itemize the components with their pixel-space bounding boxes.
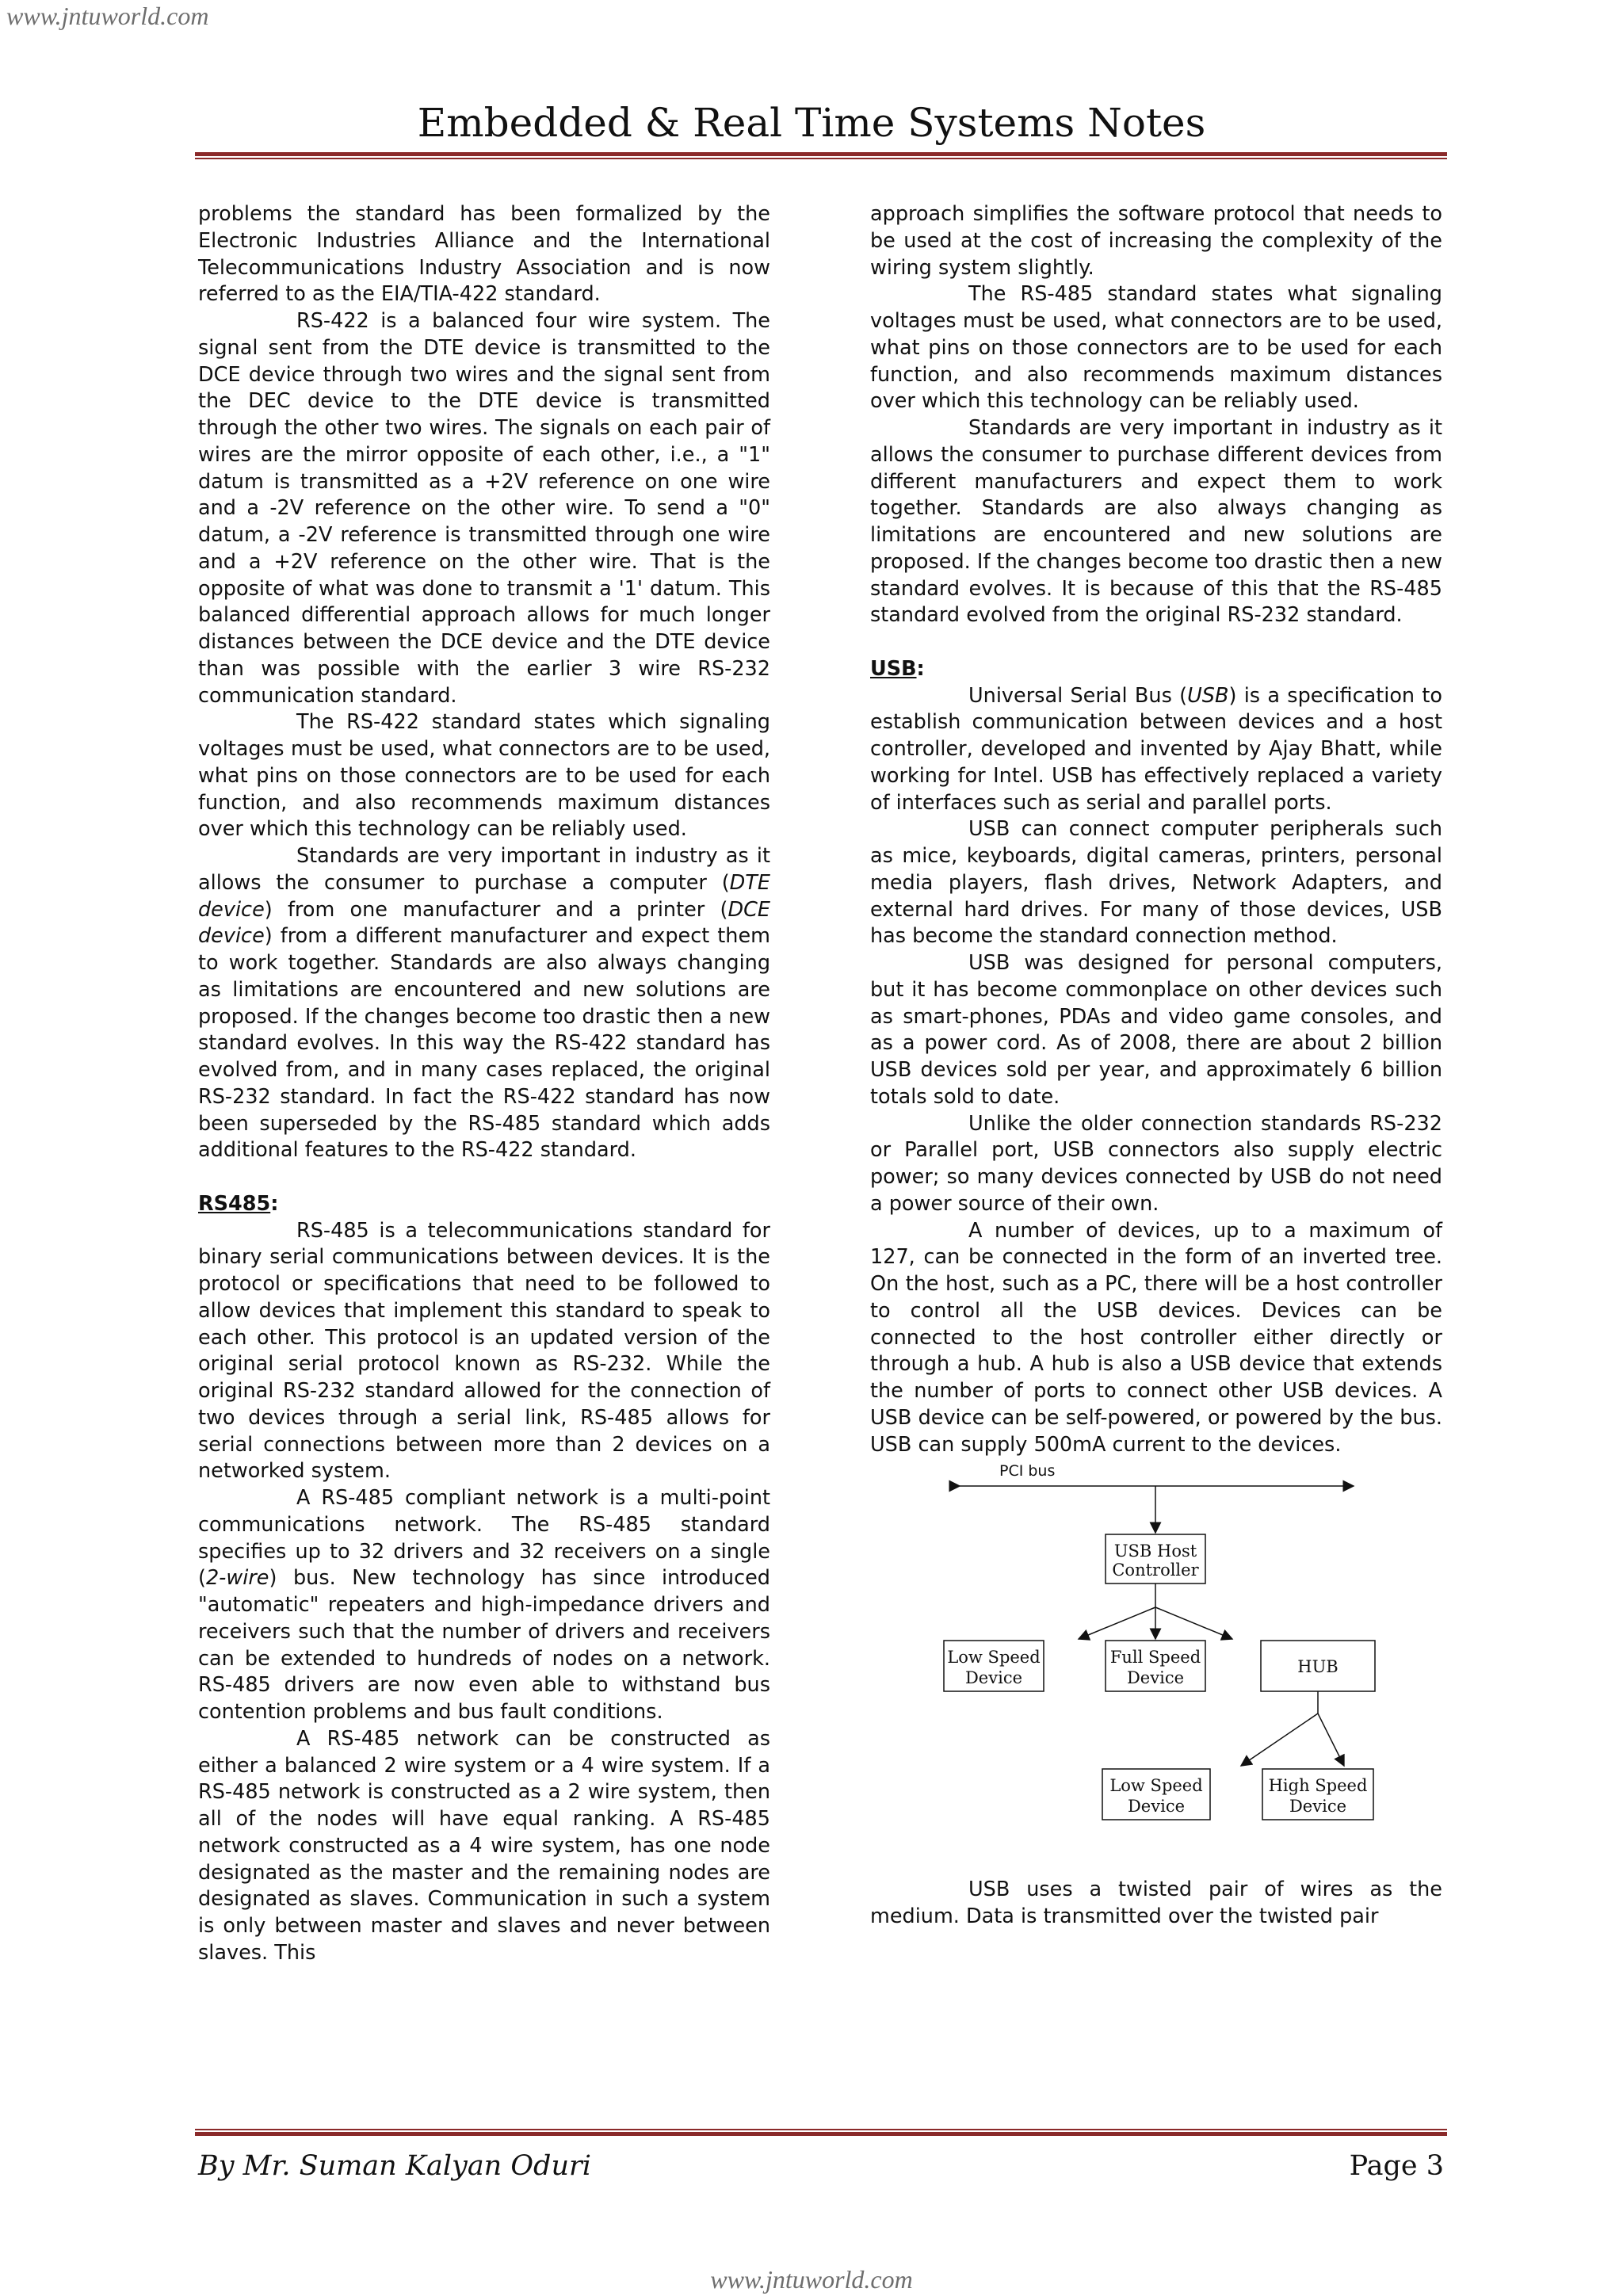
paragraph: Standards are very important in industry as it allows the consumer to purchase a computer (DTE device) from one manufacturer and a printer (DCE device) from a different manufacturer and expect them to work together. Standards are also always changing as limitations are encountered and new solutions are proposed. If the changes become too drastic then a new standard evolves. In this way the RS-422 standard has evolved from, and in many cases replaced, the original RS-232 standard. In fact the RS-422 standard has now been superseded by the RS-485 standard which adds additional features to the RS-422 standard. [198, 844, 770, 1163]
section-heading-usb: USB: [870, 656, 925, 681]
host-label-line1: USB Host [1113, 1541, 1197, 1561]
high-label-line1: High Speed [1268, 1776, 1368, 1796]
paragraph: approach simplifies the software protocol that needs to be used at the cost of increasing the complexity of the wiring system slightly. [870, 202, 1442, 280]
section-heading-rs485: RS485: [198, 1191, 279, 1216]
header-rule-thick [195, 152, 1447, 156]
host-to-hub-arrow [1155, 1607, 1232, 1639]
pci-bus-label: PCI bus [999, 1462, 1056, 1480]
paragraph: USB can connect computer peripherals such as mice, keyboards, digital cameras, printers, personal media players, flash drives, Network Adapters, and external hard drives. For many of those devices, USB has become the standard connection method. [870, 817, 1442, 949]
footer-author: By Mr. Suman Kalyan Oduri [198, 2150, 591, 2182]
hub-to-lowspeed-arrow [1241, 1713, 1318, 1766]
paragraph: problems the standard has been formalized by the Electronic Industries Alliance and the International Telecommunications Industry Association and is now referred to as the EIA/TIA-422 standard. [198, 202, 770, 307]
high-label-line2: Device [1289, 1797, 1347, 1817]
host-to-lowspeed-arrow [1079, 1607, 1155, 1639]
footer-rule-thick [195, 2132, 1447, 2136]
paragraph: USB uses a twisted pair of wires as the medium. Data is transmitted over the twisted pair [870, 1878, 1442, 1928]
header-rule-thin [195, 158, 1447, 159]
hub-label: HUB [1297, 1657, 1338, 1677]
paragraph: A RS-485 compliant network is a multi-point communications network. The RS-485 standard specifies up to 32 drivers and 32 receivers on a single (2-wire) bus. New technology has since introduced "automatic" repeaters and high-impedance drivers and receivers such that the number of drivers and receivers can be extended to hundreds of nodes on a network. RS-485 drivers are now even able to withstand bus contention problems and bus fault conditions. [198, 1486, 770, 1724]
page-header-title: Embedded & Real Time Systems Notes [417, 100, 1206, 146]
italic-term: 2-wire [205, 1566, 269, 1591]
watermark-bottom[interactable]: www.jntuworld.com [710, 2265, 913, 2294]
low1-label-line2: Device [964, 1668, 1023, 1688]
paragraph: Unlike the older connection standards RS-232 or Parallel port, USB connectors also supply electric power; so many devices connected by USB do not need a power source of their own. [870, 1111, 1442, 1216]
italic-term: USB [1187, 683, 1229, 708]
full-label-line2: Device [1126, 1668, 1185, 1688]
left-column [198, 201, 770, 1967]
paragraph: USB was designed for personal computers, but it has become commonplace on other devices such as smart-phones, PDAs and video game consoles, and as a power cord. As of 2008, there are about 2 billion USB devices sold per year, and approximately 6 billion totals sold to date. [870, 951, 1442, 1109]
italic-term: DTE device [198, 870, 770, 922]
paragraph: A number of devices, up to a maximum of 127, can be connected in the form of an inverted tree. On the host, such as a PC, there will be a host controller to control all the USB devices. Devices can be connected to the host controller either directly or through a hub. A hub is also a USB device that extends the number of ports to connect other USB devices. A USB device can be self-powered, or powered by the bus. USB can supply 500mA current to the devices. [870, 1218, 1442, 1457]
low1-label-line1: Low Speed [947, 1648, 1041, 1668]
paragraph: The RS-485 standard states what signaling voltages must be used, what connectors are to be used, what pins on those connectors are to be used for each function, and also recommends maximum distances over which this technology can be reliably used. [870, 282, 1442, 414]
paragraph: RS-485 is a telecommunications standard for binary serial communications between devices. It is the protocol or specifications that need to be followed to allow devices that implement this standard to speak to each other. This protocol is an updated version of the original serial protocol known as RS-232. While the original RS-232 standard allowed for the connection of two devices through a serial link, RS-485 allows for serial connections between more than 2 devices on a networked system. [198, 1218, 770, 1484]
host-label-line2: Controller [1112, 1561, 1199, 1580]
low2-label-line1: Low Speed [1109, 1776, 1203, 1796]
right-column [870, 201, 1442, 1931]
page-number: Page 3 [1349, 2150, 1444, 2182]
paragraph: The RS-422 standard states which signaling voltages must be used, what connectors are to be used, what pins on those connectors are to be used for each function, and also recommends maximum distances over which this technology can be reliably used. [198, 710, 770, 842]
footer-rule-thin [195, 2129, 1447, 2130]
paragraph: Universal Serial Bus (USB) is a specification to establish communication between devices and a host controller, developed and invented by Ajay Bhatt, while working for Intel. USB has effectively replaced a variety of interfaces such as serial and parallel ports. [870, 683, 1442, 815]
low2-label-line2: Device [1127, 1797, 1186, 1817]
usb-topology-diagram [869, 1460, 1441, 1877]
watermark-top[interactable]: www.jntuworld.com [6, 2, 209, 30]
hub-to-highspeed-arrow [1318, 1713, 1344, 1766]
full-label-line1: Full Speed [1109, 1648, 1201, 1668]
italic-term: DCE device [198, 897, 770, 949]
paragraph: Standards are very important in industry as it allows the consumer to purchase different devices from different manufacturers and expect them to work together. Standards are also always changing as limitations are encountered and new solutions are proposed. If the changes become too drastic then a new standard evolves. It is because of this that the RS-485 standard evolved from the original RS-232 standard. [870, 416, 1442, 628]
paragraph: A RS-485 network can be constructed as either a balanced 2 wire system or a 4 wire system. If a RS-485 network is constructed as a 2 wire system, then all of the nodes will have equal ranking. A RS-485 network constructed as a 4 wire system, has one node designated as the master and the remaining nodes are designated as slaves. Communication in such a system is only between master and slaves and never between slaves. This [198, 1726, 770, 1965]
paragraph: RS-422 is a balanced four wire system. The signal sent from the DTE device is transmitted to the DCE device through two wires and the signal sent from the DEC device to the DTE device is transmitted through the other two wires. The signals on each pair of wires are the mirror opposite of each other, i.e., a "1" datum is transmitted as a +2V reference on one wire and a -2V reference on the other wire. To send a "0" datum, a -2V reference is transmitted through one wire and a +2V reference on the other wire. That is the opposite of what was done to transmit a '1' datum. This balanced differential approach allows for much longer distances between the DCE device and the DTE device than was possible with the earlier 3 wire RS-232 communication standard. [198, 309, 770, 708]
